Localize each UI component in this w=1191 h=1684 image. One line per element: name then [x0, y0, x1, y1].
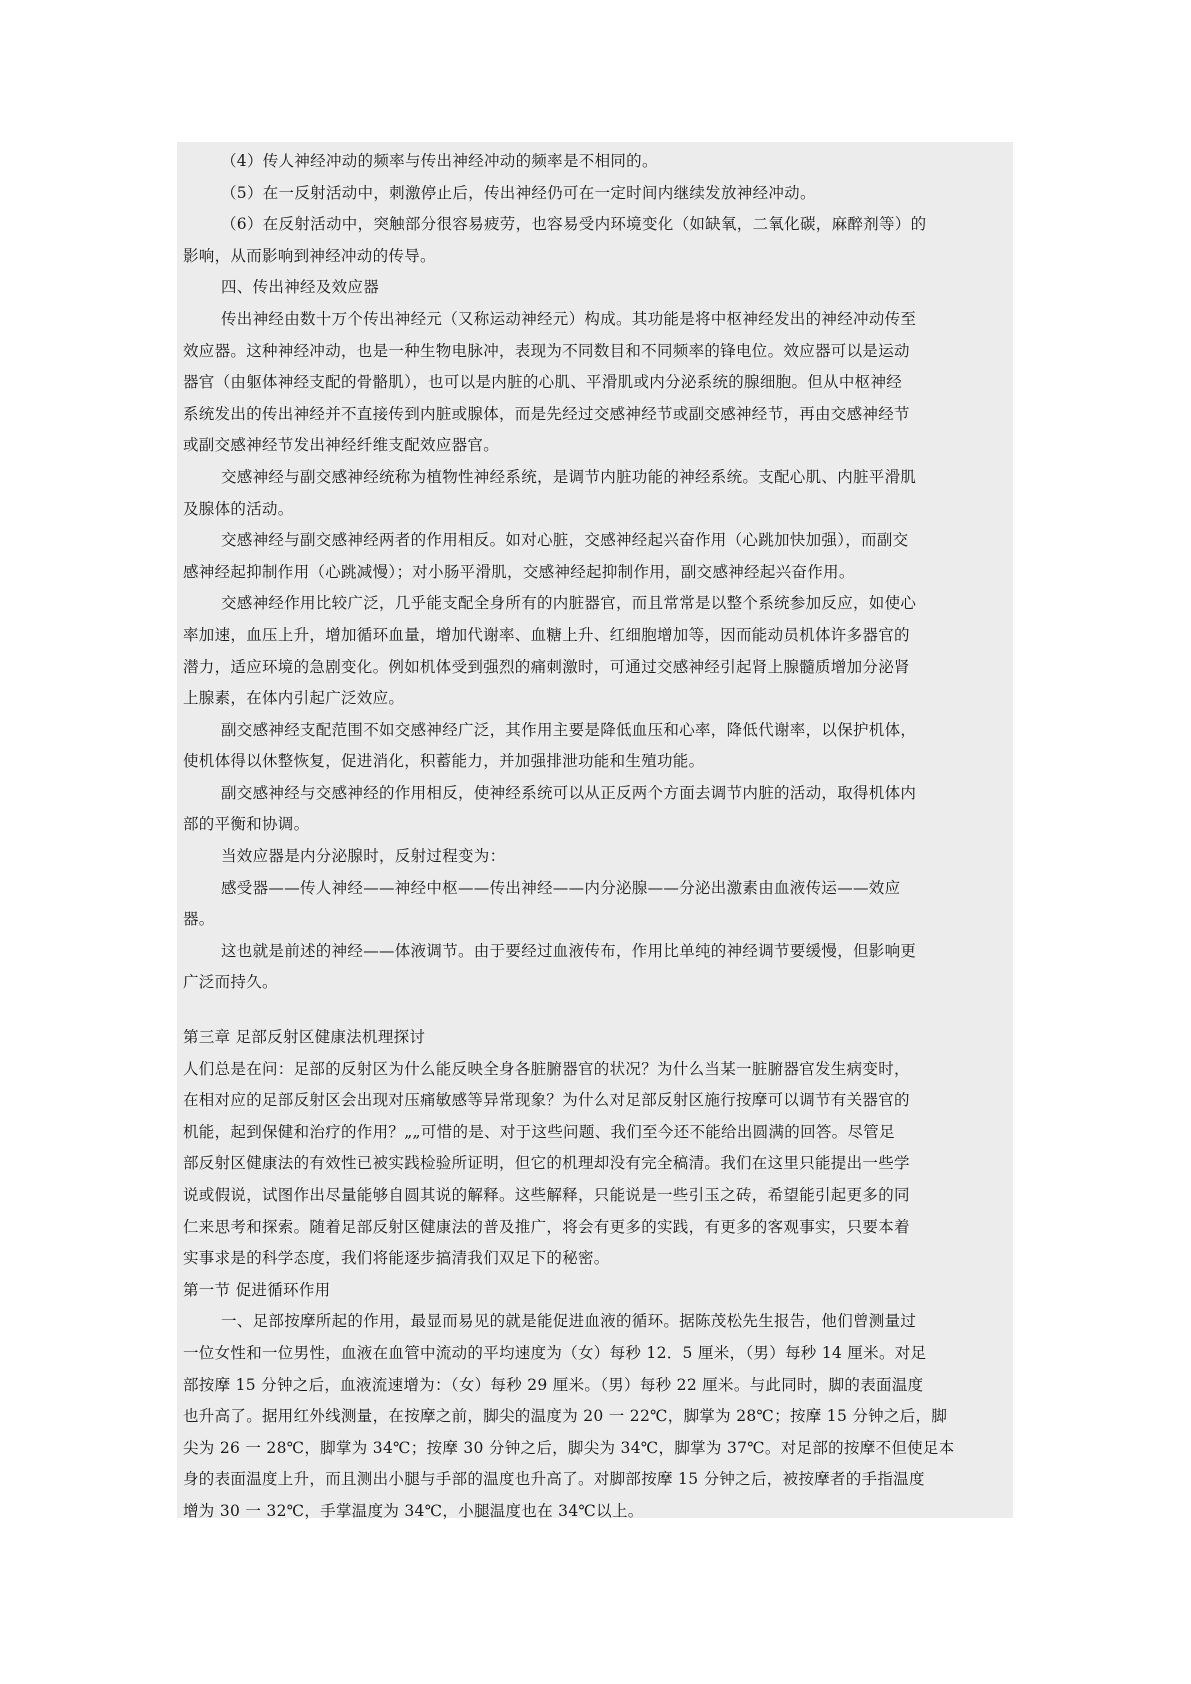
text-line: 第三章 足部反射区健康法机理探讨	[183, 1028, 426, 1047]
text-line: 或副交感神经节发出神经纤维支配效应器官。	[183, 436, 500, 455]
text-line: 交感神经作用比较广泛，几乎能支配全身所有的内脏器官，而且常常是以整个系统参加反应，如使心	[221, 594, 917, 613]
text-line: 当效应器是内分泌腺时，反射过程变为：	[221, 847, 506, 866]
text-line: 感神经起抑制作用（心跳减慢）；对小肠平滑肌，交感神经起抑制作用，副交感神经起兴奋作用。	[183, 562, 855, 581]
text-line: 尖为 26 一 28℃，脚掌为 34℃；按摩 30 分钟之后，脚尖为 34℃，脚掌为 37℃。对足部的按摩不但使足本	[183, 1438, 955, 1457]
text-line: 部的平衡和协调。	[183, 815, 310, 834]
document-text-block	[177, 142, 1013, 1518]
text-line: 部按摩 15 分钟之后，血液流速增为：（女）每秒 29 厘米。（男）每秒 22 厘米。与此同时，脚的表面温度	[183, 1375, 924, 1394]
text-line: 四、传出神经及效应器	[221, 278, 380, 297]
text-line: 副交感神经支配范围不如交感神经广泛，其作用主要是降低血压和心率，降低代谢率，以保护机体，	[221, 720, 917, 739]
text-line: 人们总是在问：足部的反射区为什么能反映全身各脏腑器官的状况？为什么当某一脏腑器官发生病变时，	[183, 1059, 910, 1078]
text-line: 一、足部按摩所起的作用，最显而易见的就是能促进血液的循环。据陈茂松先生报告，他们曾测量过	[221, 1312, 917, 1331]
text-line: 效应器。这种神经冲动，也是一种生物电脉冲，表现为不同数目和不同频率的锋电位。效应器可以是运动	[183, 341, 910, 360]
text-line: 交感神经与副交感神经统称为植物性神经系统，是调节内脏功能的神经系统。支配心肌、内脏平滑肌	[221, 467, 917, 486]
text-line: 也升高了。据用红外线测量，在按摩之前，脚尖的温度为 20 一 22℃，脚掌为 28℃；按摩 15 分钟之后，脚	[183, 1407, 948, 1426]
text-line: 第一节 促进循环作用	[183, 1280, 331, 1299]
text-line: 身的表面温度上升，而且测出小腿与手部的温度也升高了。对脚部按摩 15 分钟之后，被按摩者的手指温度	[183, 1470, 925, 1489]
text-line: 这也就是前述的神经——体液调节。由于要经过血液传布，作用比单纯的神经调节要缓慢，但影响更	[221, 941, 917, 960]
text-line: 增为 30 一 32℃，手掌温度为 34℃，小腿温度也在 34℃以上。	[183, 1501, 644, 1520]
text-line: 机能，起到保健和治疗的作用？„„可惜的是、对于这些问题、我们至今还不能给出圆满的回答。尽管足	[183, 1122, 895, 1141]
text-line: 交感神经与副交感神经两者的作用相反。如对心脏，交感神经起兴奋作用（心跳加快加强），而副交	[221, 531, 909, 550]
text-line: 及腺体的活动。	[183, 499, 294, 518]
text-line: 仁来思考和探索。随着足部反射区健康法的普及推广，将会有更多的实践，有更多的客观事实，只要本着	[183, 1217, 910, 1236]
text-line: （5）在一反射活动中，刺激停止后，传出神经仍可在一定时间内继续发放神经冲动。	[221, 183, 816, 202]
text-line: 器。	[183, 910, 215, 929]
blank-line	[183, 999, 1007, 1022]
text-line: 使机体得以休整恢复，促进消化，积蓄能力，并加强排泄功能和生殖功能。	[183, 752, 705, 771]
text-line: 潜力，适应环境的急剧变化。例如机体受到强烈的痛刺激时，可通过交感神经引起肾上腺髓质增加分泌肾	[183, 657, 910, 676]
text-line: （6）在反射活动中，突触部分很容易疲劳，也容易受内环境变化（如缺氧，二氧化碳，麻醉剂等）的	[221, 215, 927, 234]
text-line: 器官（由躯体神经支配的骨骼肌），也可以是内脏的心肌、平滑肌或内分泌系统的腺细胞。但从中枢神经	[183, 373, 903, 392]
text-line: 广泛而持久。	[183, 973, 278, 992]
text-line: 传出神经由数十万个传出神经元（又称运动神经元）构成。其功能是将中枢神经发出的神经冲动传至	[221, 309, 917, 328]
text-line: 说或假说，试图作出尽量能够自圆其说的解释。这些解释，只能说是一些引玉之砖，希望能引起更多的同	[183, 1186, 910, 1204]
text-line: 在相对应的足部反射区会出现对压痛敏感等异常现象？为什么对足部反射区施行按摩可以调节有关器官的	[183, 1091, 910, 1110]
text-line: 感受器——传人神经——神经中枢——传出神经——内分泌腺——分泌出激素由血液传运——效应	[221, 878, 901, 897]
text-line: （4）传人神经冲动的频率与传出神经冲动的频率是不相同的。	[221, 152, 658, 170]
text-line: 一位女性和一位男性，血液在血管中流动的平均速度为（女）每秒 12．5 厘米，（男）每秒 14 厘米。对足	[183, 1343, 927, 1362]
text-line: 上腺素，在体内引起广泛效应。	[183, 689, 405, 708]
text-line: 影响，从而影响到神经冲动的传导。	[183, 246, 436, 265]
text-line: 系统发出的传出神经并不直接传到内脏或腺体，而是先经过交感神经节或副交感神经节，再由交感神经节	[183, 404, 910, 423]
text-line: 率加速，血压上升，增加循环血量，增加代谢率、血糖上升、红细胞增加等，因而能动员机体许多器官的	[183, 625, 910, 644]
text-line: 副交感神经与交感神经的作用相反，使神经系统可以从正反两个方面去调节内脏的活动，取得机体内	[221, 783, 917, 802]
text-line: 实事求是的科学态度，我们将能逐步搞清我们双足下的秘密。	[183, 1249, 610, 1268]
text-line: 部反射区健康法的有效性已被实践检验所证明，但它的机理却没有完全稿清。我们在这里只能提出一些学	[183, 1154, 910, 1173]
